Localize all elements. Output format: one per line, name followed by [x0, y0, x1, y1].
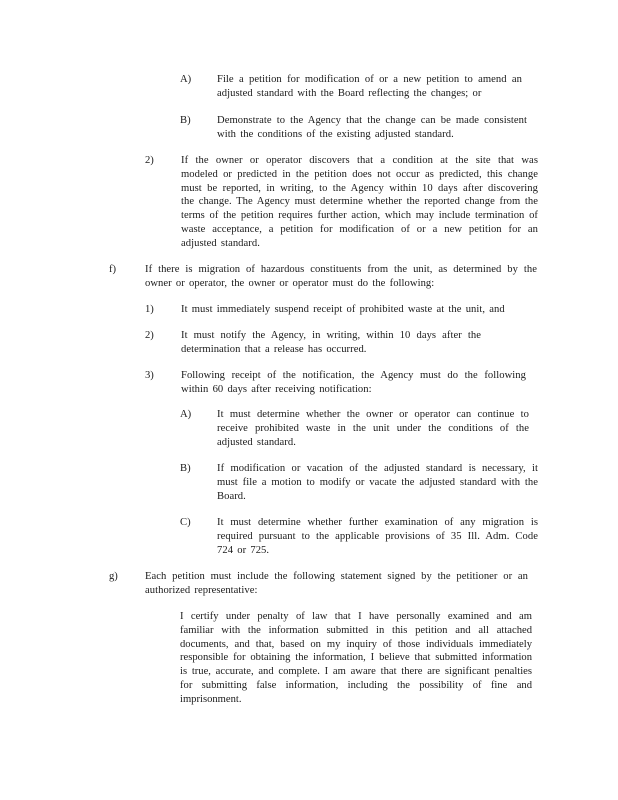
item-marker: B) — [180, 115, 191, 126]
item-marker: 3) — [145, 370, 154, 381]
item-text: It must immediately suspend receipt of prohibited waste at the unit, and — [181, 304, 505, 315]
item-marker: C) — [180, 517, 191, 528]
item-text: If modification or vacation of the adjusted standard is necessary, it must file a motion to modify or vacate the adjusted standard with the Board. — [217, 463, 538, 502]
item-marker: A) — [180, 74, 192, 85]
item-marker: A) — [180, 409, 192, 420]
item-text: It must determine whether further examination of any migration is required pursuant to the applicable provisions of 35 Ill. Adm. Code 724 or 725. — [217, 517, 538, 556]
item-marker: 1) — [145, 304, 154, 315]
item-text: File a petition for modification of or a new petition to amend an adjusted standard with the Board reflecting the changes; or — [217, 74, 522, 99]
item-text: If the owner or operator discovers that a condition at the site that was modeled or predicted in the petition does not occur as predicted, this change must be reported, in writing, to the Agency within 10 days after discovering the change. The Agency must determine whether the reported change from the terms of the petition requires further action, which may include termination of waste acceptance, a petition for modification of or a new petition for an adjusted standard. — [181, 155, 538, 249]
item-marker: 2) — [145, 155, 154, 166]
item-marker: 2) — [145, 330, 154, 341]
item-marker: B) — [180, 463, 191, 474]
item-text: If there is migration of hazardous constituents from the unit, as determined by the owner or operator, the owner or operator must do the following: — [145, 264, 537, 289]
item-text: It must notify the Agency, in writing, within 10 days after the determination that a release has occurred. — [181, 330, 481, 355]
item-text: It must determine whether the owner or operator can continue to receive prohibited waste in the unit under the conditions of the adjusted standard. — [217, 409, 529, 448]
item-marker: g) — [109, 571, 118, 582]
item-text: Each petition must include the following statement signed by the petitioner or an authorized representative: — [145, 571, 528, 596]
item-text: Demonstrate to the Agency that the change can be made consistent with the conditions of the existing adjusted standard. — [217, 115, 527, 140]
certification-statement: I certify under penalty of law that I have personally examined and am familiar with the information submitted in this petition and all attached documents, and that, based on my inquiry of those individuals immediately responsible for obtaining the information, I believe that submitted information is true, accurate, and complete. I am aware that there are significant penalties for submitting false information, including the possibility of fine and imprisonment. — [180, 611, 532, 705]
item-marker: f) — [109, 264, 117, 275]
item-text: Following receipt of the notification, the Agency must do the following within 60 days after receiving notification: — [181, 370, 526, 395]
